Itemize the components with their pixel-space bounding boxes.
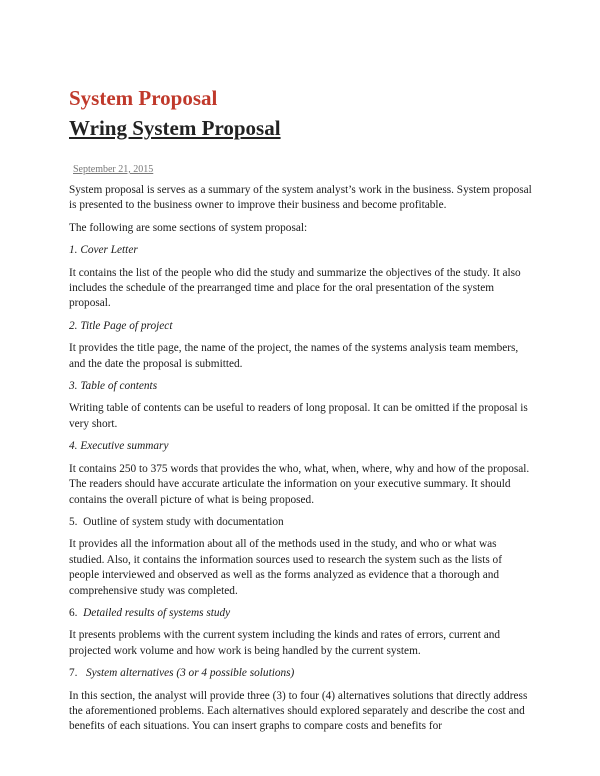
section-body: Writing table of contents can be useful to readers of long proposal. It can be omitted if the proposal is very short. <box>69 402 528 430</box>
page-title: System Proposal <box>69 86 218 110</box>
section-body: It provides all the information about all of the methods used in the study, and who or what was studied. Also, it contains the information sources used to research the system such as the lists of people interviewed and observed as well as the forms analyzed as evidence that a thorough and comprehensive study was completed. <box>69 538 502 597</box>
section-body: It contains the list of the people who did the study and summarize the objectives of the study. It also includes the schedule of the prearranged time and place for the oral presentation of the system proposal. <box>69 266 521 310</box>
section-body: It contains 250 to 375 words that provides the who, what, when, where, why and how of the proposal. The readers should have accurate articulate the information on your executive summary. It should contains the overall picture of what is being proposed. <box>69 462 530 506</box>
section-heading <box>69 439 534 454</box>
section-body: In this section, the analyst will provide three (3) to four (4) alternatives solutions that directly address the aforementioned problems. Each alternatives should explored separately and describe the cost and benefits of each situations. You can insert graphs to compare costs and benefits for <box>69 689 528 733</box>
section-title: Outline of system study with documentation <box>83 515 284 528</box>
section-number: 6. <box>69 606 78 619</box>
section-heading <box>69 243 534 258</box>
section-title: Detailed results of systems study <box>83 606 231 619</box>
section-body: It presents problems with the current system including the kinds and rates of errors, current and projected work volume and how work is being handled by the current system. <box>69 629 501 657</box>
section-title: System alternatives (3 or 4 possible solutions) <box>85 667 295 680</box>
section-title: Executive summary <box>80 440 169 453</box>
section-number: 3. <box>69 380 78 393</box>
document-body <box>69 183 534 742</box>
section-heading <box>69 606 534 621</box>
section-heading <box>69 515 534 530</box>
post-date[interactable]: September 21, 2015 <box>73 164 154 175</box>
section-heading <box>69 319 534 334</box>
section-number: 1. <box>69 244 78 257</box>
section-number: 5. <box>69 515 78 528</box>
section-title: Cover Letter <box>80 244 138 257</box>
page-subtitle: Wring System Proposal <box>69 116 281 140</box>
lead-paragraph: The following are some sections of system proposal: <box>69 221 308 234</box>
section-heading <box>69 666 534 681</box>
section-number: 7. <box>69 667 78 680</box>
section-number: 2. <box>69 319 78 332</box>
section-title: Title Page of project <box>80 319 173 332</box>
section-number: 4. <box>69 440 78 453</box>
section-body: It provides the title page, the name of the project, the names of the systems analysis team members, and the date the proposal is submitted. <box>69 342 519 370</box>
intro-paragraph: System proposal is serves as a summary of the system analyst’s work in the business. System proposal is presented to the business owner to improve their business and become profitable. <box>69 184 532 212</box>
section-title: Table of contents <box>80 380 158 393</box>
section-heading <box>69 379 534 394</box>
